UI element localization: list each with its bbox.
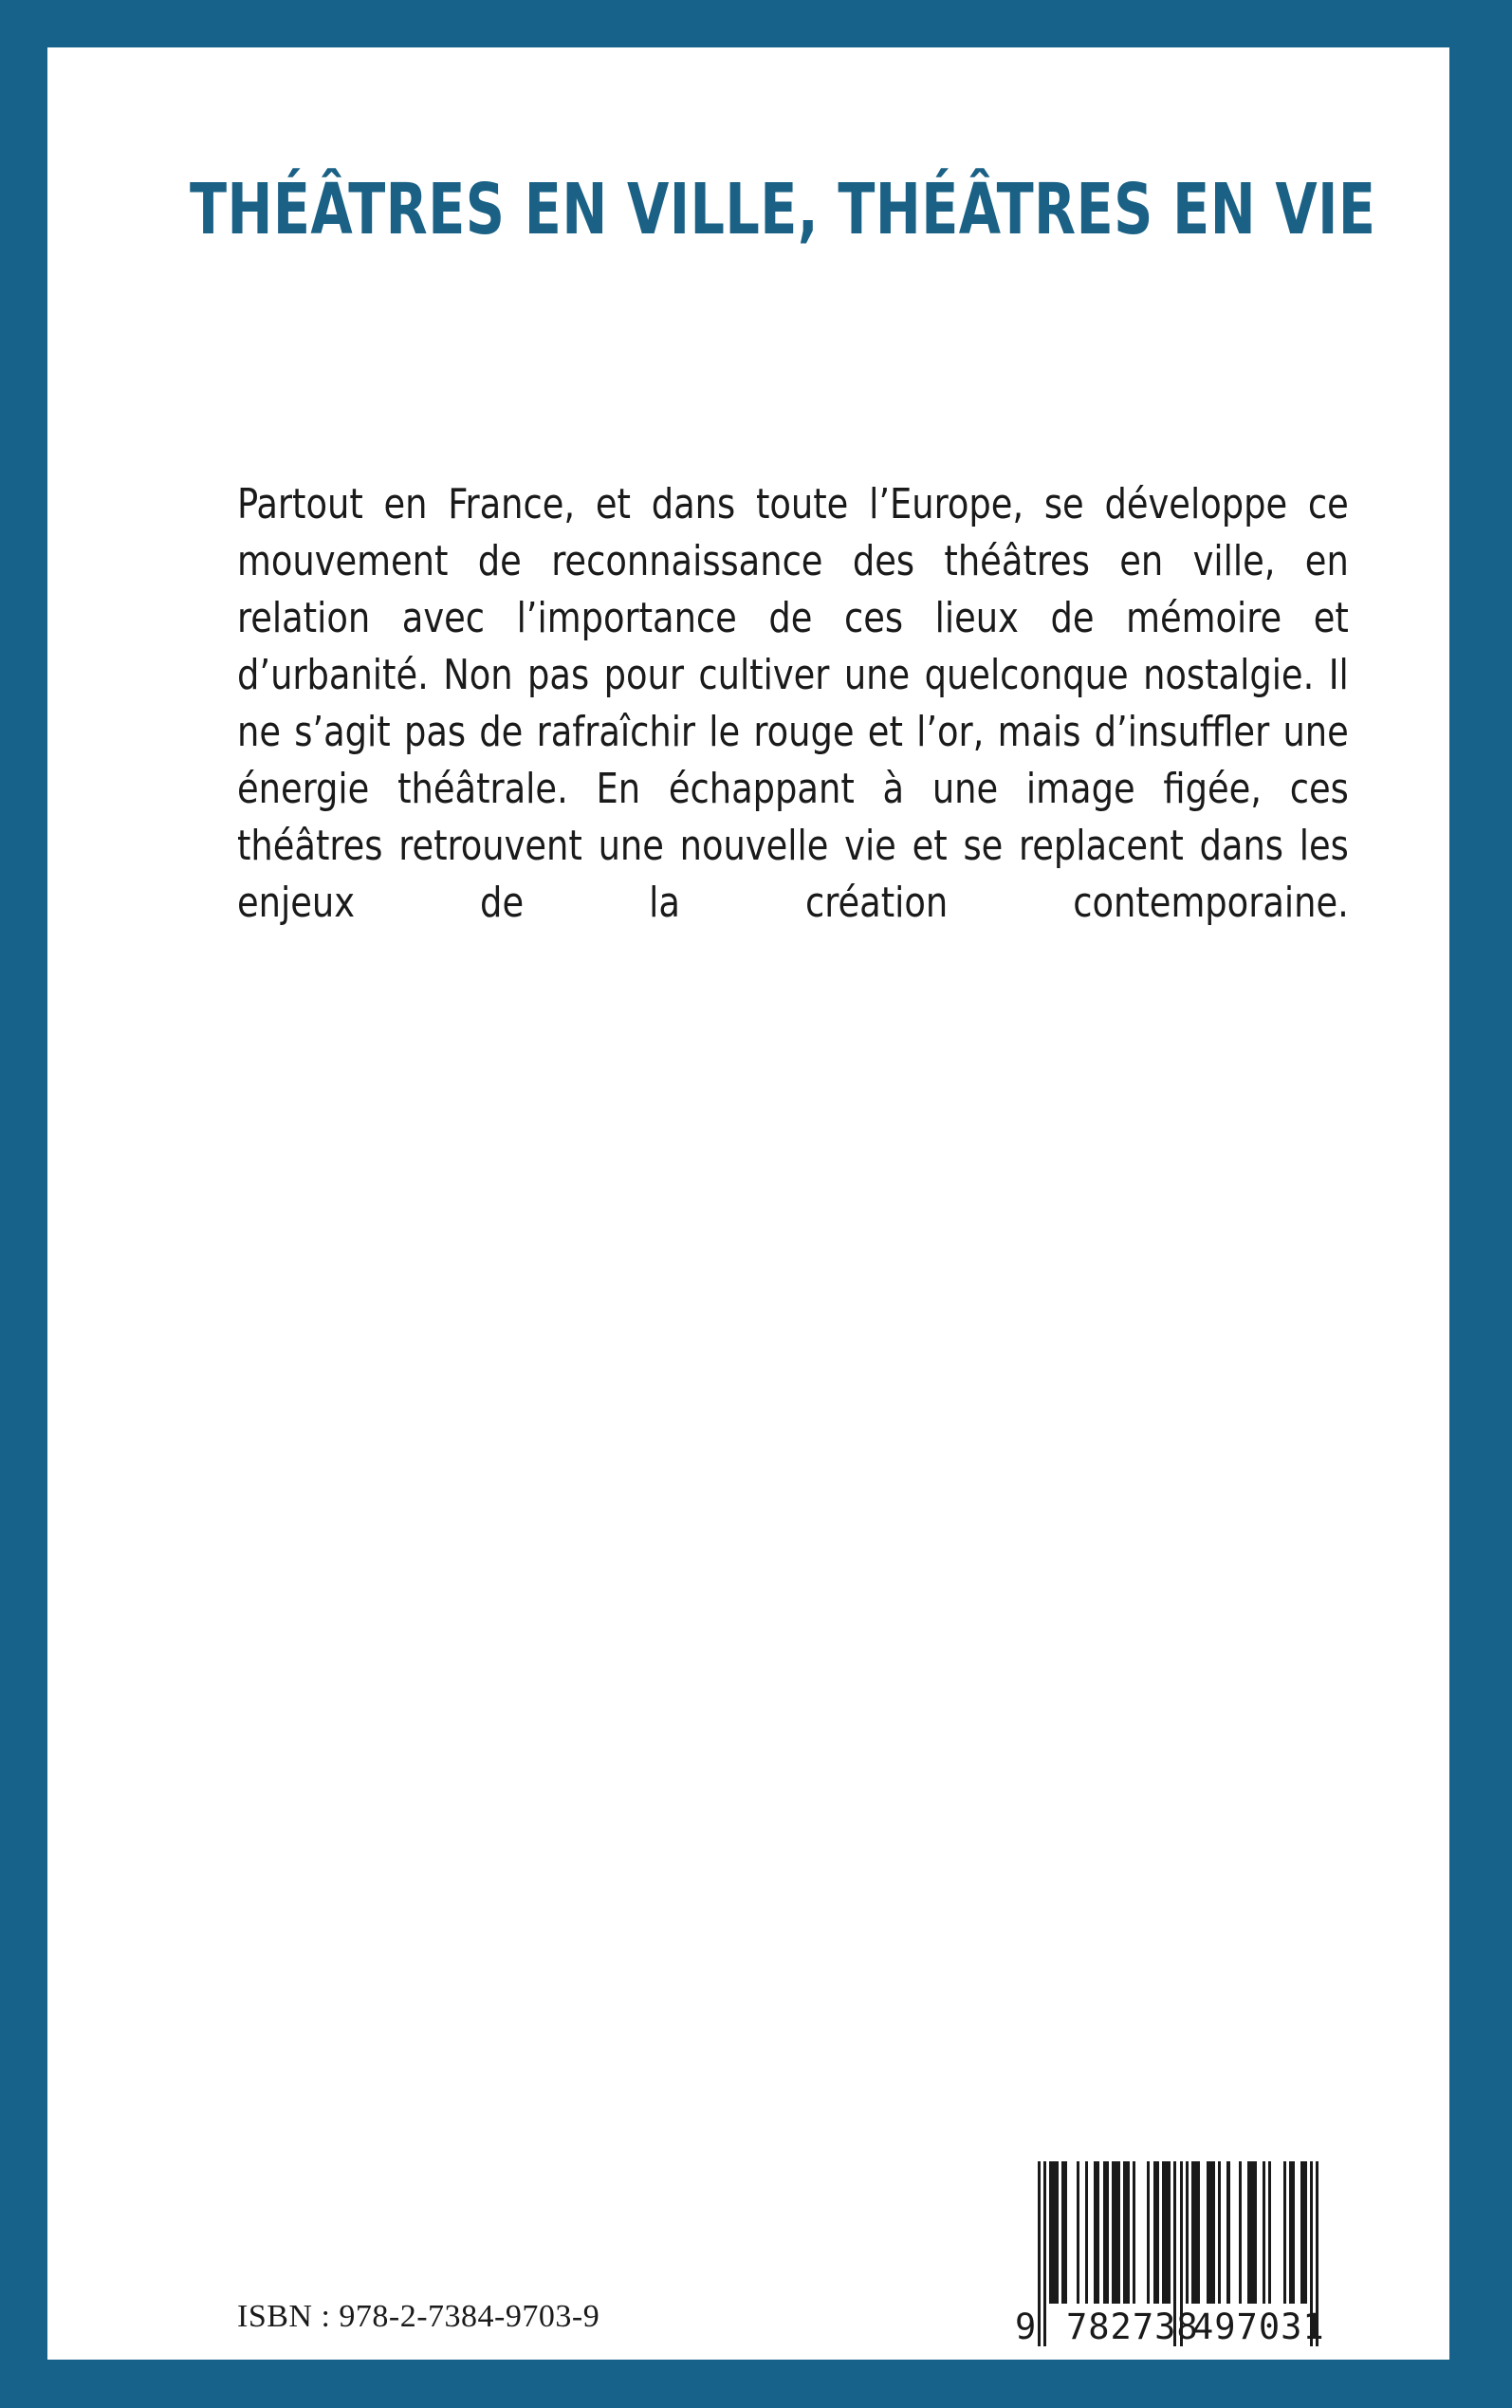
barcode — [1013, 2161, 1325, 2351]
blurb-paragraph: Partout en France, et dans toute l’Europe, se développe ce mouvement de reconnaissance des théâtres en ville, en relation avec l’importance de ces lieux de mémoire et d’urbanité. Non pas pour cultiver une quelconque nostalgie. Il ne s’agit pas de rafraîchir le rouge et l’or, mais d’insuffler une énergie théâtrale. En échappant à une image figée, ces théâtres retrouvent une nouvelle vie et se replacent dans les enjeux de la création contemporaine. — [237, 480, 1349, 927]
page-panel — [47, 47, 1449, 2360]
barcode-lead-digit: 9 — [1015, 2306, 1038, 2347]
barcode-left-group: 782738 — [1066, 2306, 1199, 2347]
barcode-digits — [1013, 2304, 1325, 2351]
barcode-right-group: 497031 — [1192, 2306, 1325, 2347]
page-title: THÉÂTRES EN VILLE, THÉÂTRES EN VIE — [190, 169, 1376, 250]
isbn-label: ISBN : 978-2-7384-9703-9 — [237, 2299, 600, 2334]
